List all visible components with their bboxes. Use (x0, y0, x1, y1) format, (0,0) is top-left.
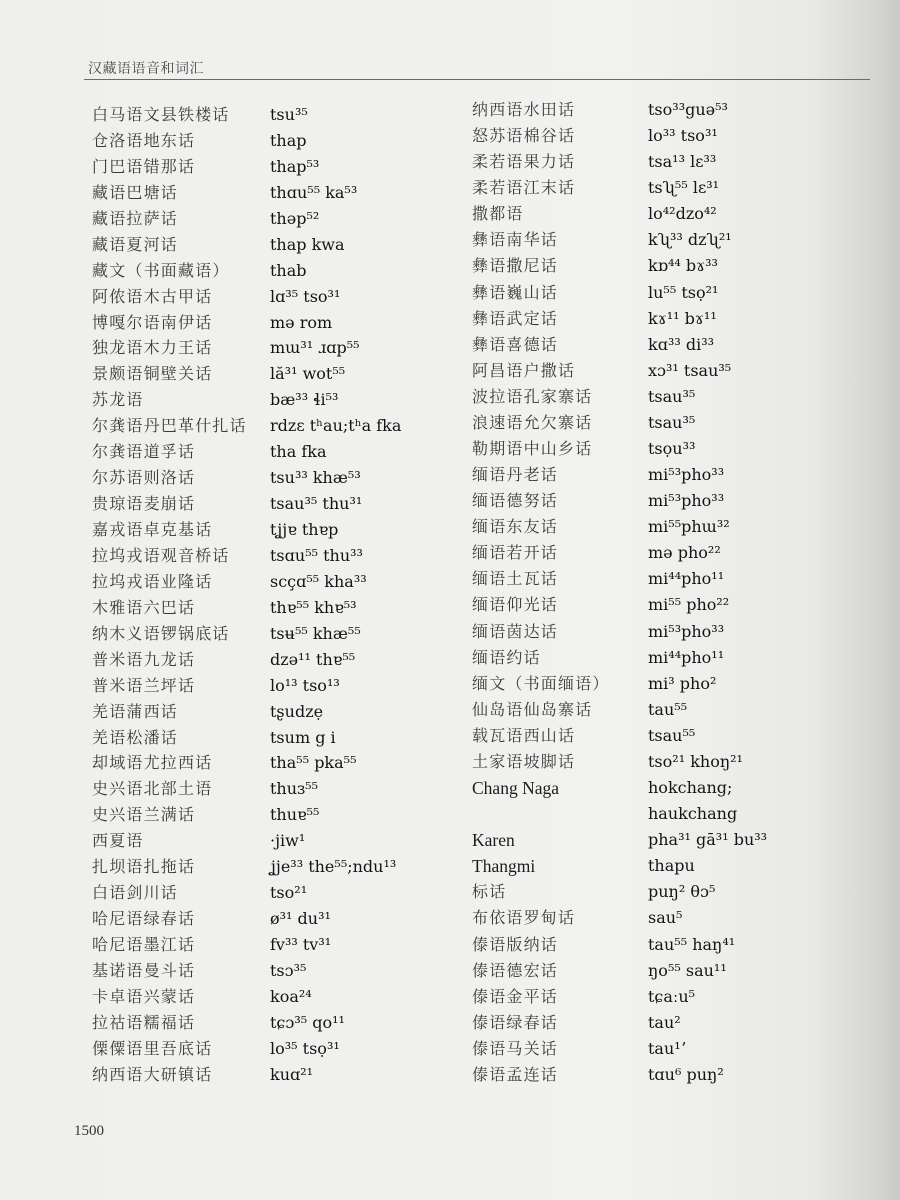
word-form: lo¹³ tso¹³ (270, 675, 340, 695)
entry-row (92, 465, 401, 491)
running-title: 汉藏语语音和词汇 (88, 61, 204, 77)
dialect-name: 白语剑川话 (92, 883, 179, 903)
dialect-name: 藏文（书面藏语） (92, 260, 230, 280)
dialect-name: 贵琼语麦崩话 (92, 494, 196, 514)
word-form-continued: haukchang (648, 804, 738, 824)
word-form: tɑu⁶ puŋ² (648, 1064, 724, 1084)
entry-row (472, 123, 767, 149)
entry-row (92, 828, 401, 854)
word-form: ·jiw¹ (270, 831, 306, 851)
entry-row (92, 413, 401, 439)
word-form: mə rom (270, 312, 333, 332)
word-form: thɐ⁵⁵ khɐ⁵³ (270, 597, 357, 617)
word-form: kʯ³³ dzʯ²¹ (648, 230, 732, 250)
word-form: mi⁵³pho³³ (648, 491, 725, 511)
dialect-name: 尔龚语道孚话 (92, 442, 196, 462)
word-form: mi⁵³pho³³ (648, 465, 725, 485)
entry-row (92, 180, 401, 206)
word-form: tsau⁵⁵ (648, 725, 696, 745)
dialect-name: 嘉戎语卓克基话 (92, 520, 213, 539)
entry-row (472, 332, 767, 358)
dialect-name: 傣语孟连话 (472, 1064, 559, 1084)
word-form: thuɜ⁵⁵ (270, 779, 319, 799)
word-form: tɕɔ³⁵ qo¹¹ (270, 1012, 345, 1032)
entry-row (472, 879, 767, 905)
word-form: thap⁵³ (270, 156, 320, 176)
word-form: thəp⁵² (270, 208, 320, 228)
word-form: tsu³³ khæ⁵³ (270, 468, 361, 488)
word-form: mi⁵⁵phɯ³² (648, 517, 730, 537)
dialect-name: 彝语武定话 (472, 308, 559, 328)
dialect-name: 缅语德努话 (472, 491, 559, 511)
word-form: lo⁴²dzo⁴² (648, 204, 717, 224)
word-form: thuɐ⁵⁵ (270, 805, 320, 825)
dialect-name: 拉坞戎语观音桥话 (92, 545, 230, 565)
dialect-name: 扎坝语扎拖话 (92, 857, 196, 877)
word-form: koa²⁴ (270, 986, 312, 1006)
entry-row (472, 97, 767, 123)
dialect-name: 彝语南华话 (472, 230, 559, 250)
dialect-name: 拉坞戎语业隆话 (92, 571, 213, 591)
dialect-name: 傈僳语里吾底话 (92, 1038, 213, 1058)
word-form: tau⁵⁵ (648, 699, 688, 719)
entry-row (92, 854, 401, 880)
word-form: sau⁵ (648, 908, 683, 928)
entry-row (92, 206, 401, 232)
entry-row (92, 1010, 401, 1036)
word-form: bæ³³ ɬi⁵³ (270, 390, 339, 410)
dialect-name: 哈尼语墨江话 (92, 935, 196, 954)
dialect-name: 纳西语水田话 (472, 100, 576, 119)
word-form: rdzɛ tʰau;tʰa fka (270, 416, 402, 436)
dialect-name: 哈尼语绿春话 (92, 909, 196, 929)
word-form: mi⁵⁵ pho²² (648, 595, 730, 615)
dialect-name: 西夏语 (92, 831, 144, 851)
entry-row (472, 932, 767, 958)
word-form: mi³ pho² (648, 673, 717, 693)
entry-row (472, 384, 767, 410)
entry-row (472, 253, 767, 279)
entry-row (472, 645, 767, 671)
entry-row (92, 958, 401, 984)
entry-row (92, 543, 401, 569)
entry-row (92, 335, 401, 361)
dialect-name: 仙岛语仙岛寨话 (472, 699, 593, 719)
dialect-name: 景颇语铜壁关话 (92, 364, 213, 384)
word-form: tsu³⁵ (270, 105, 308, 124)
dialect-name: 彝语撒尼话 (472, 256, 559, 276)
entry-row (472, 958, 767, 984)
entry-row (92, 284, 401, 310)
dialect-name: 傣语金平话 (472, 986, 559, 1006)
entry-row (472, 984, 767, 1010)
word-form: tsʯ⁵⁵ lɛ³¹ (648, 178, 720, 198)
dialect-name: 傣语马关话 (472, 1038, 559, 1058)
dialect-name: 仓洛语地东话 (92, 130, 196, 150)
entry-row (92, 517, 401, 543)
entry-row (92, 725, 401, 751)
entry-row (472, 592, 767, 618)
entry-row (92, 491, 401, 517)
dialect-name: 缅语丹老话 (472, 465, 559, 485)
entry-row (92, 439, 401, 465)
dialect-name: 傣语版纳话 (472, 934, 559, 954)
dialect-name: 卡卓语兴蒙话 (92, 986, 196, 1006)
dialect-name: 柔若语江末话 (472, 178, 576, 198)
word-form: kɑ³³ di³³ (648, 334, 715, 354)
dialect-name: 缅语约话 (472, 647, 541, 667)
entry-row (92, 361, 401, 387)
dialect-name: 缅语东友话 (472, 517, 559, 537)
dialect-name: 苏龙语 (92, 390, 144, 410)
word-form: lă³¹ wot⁵⁵ (270, 364, 346, 384)
dialect-name: 浪速语允欠寨话 (472, 412, 593, 432)
dialect-name: 彝语喜德话 (472, 334, 559, 354)
dialect-name: 独龙语木力王话 (92, 338, 213, 358)
header-rule (84, 79, 870, 80)
word-form: mi⁴⁴pho¹¹ (648, 569, 725, 589)
word-form: tsau³⁵ (648, 386, 696, 406)
entry-row (472, 827, 767, 853)
dialect-name: 缅语仰光话 (472, 595, 559, 615)
word-form: lo³³ tso³¹ (648, 126, 718, 146)
word-form: mi⁴⁴pho¹¹ (648, 647, 725, 667)
entry-row (472, 280, 767, 306)
dialect-name: 纳木义语锣锅底话 (92, 623, 230, 643)
dialect-name: 门巴语错那话 (92, 156, 196, 176)
entry-row (92, 647, 401, 673)
dialect-name: 藏语拉萨话 (92, 208, 179, 228)
dialect-name: 藏语巴塘话 (92, 182, 179, 202)
dialect-name: 白马语文县铁楼话 (92, 105, 230, 124)
dialect-name: 博嘎尔语南伊话 (92, 312, 213, 332)
entry-row (472, 201, 767, 227)
dialect-name: Chang Naga (472, 778, 559, 799)
word-form: thab (270, 260, 307, 280)
word-form: tau¹ʼ (648, 1038, 686, 1058)
dialect-name: 缅语茵达话 (472, 621, 559, 641)
dialect-name: 布依语罗甸话 (472, 908, 576, 928)
dialect-name: 木雅语六巴话 (92, 597, 196, 617)
entry-row (92, 699, 401, 725)
dialect-name: 阿侬语木古甲话 (92, 286, 213, 306)
dialect-name: 羌语蒲西话 (92, 701, 179, 721)
dialect-name: 傣语德宏话 (472, 960, 559, 980)
dialect-name: 标话 (472, 882, 507, 902)
dialect-name: 尔龚语丹巴革什扎话 (92, 416, 247, 436)
word-form: thapu (648, 856, 695, 876)
word-form: lɑ³⁵ tso³¹ (270, 286, 341, 306)
entry-row (92, 621, 401, 647)
word-form: ʝje³³ the⁵⁵;ndu¹³ (270, 857, 397, 877)
word-form: tsum g i (270, 727, 336, 747)
entry-row (472, 410, 767, 436)
dialect-name: Thangmi (472, 856, 536, 877)
word-form: mi⁵³pho³³ (648, 621, 725, 641)
dialect-name: 撒都语 (472, 204, 524, 224)
dialect-name: 彝语巍山话 (472, 282, 559, 302)
dialect-name: 波拉语孔家寨话 (472, 386, 593, 406)
entry-row (472, 540, 767, 566)
entry-row (472, 1062, 767, 1088)
word-form: thap kwa (270, 234, 345, 254)
entry-row (472, 175, 767, 201)
dialect-name: 阿昌语户撒话 (472, 360, 576, 380)
dialect-name: 普米语兰坪话 (92, 675, 196, 695)
dialect-name: 傣语绿春话 (472, 1012, 559, 1032)
dialect-name: 土家语坡脚话 (472, 751, 576, 771)
dialect-name: 基诺语曼斗话 (92, 960, 196, 980)
word-form: tsɔ³⁵ (270, 960, 307, 980)
word-form: puŋ² θɔ⁵ (648, 882, 716, 902)
dialect-name: 羌语松潘话 (92, 727, 179, 747)
word-form: tsɑu⁵⁵ thu³³ (270, 545, 363, 565)
dialect-name: 纳西语大研镇话 (92, 1064, 213, 1084)
entry-row (472, 488, 767, 514)
entry-row (92, 102, 401, 128)
entry-row (472, 566, 767, 592)
entry-row (472, 306, 767, 332)
word-form: tso²¹ (270, 883, 308, 903)
word-form: tha fka (270, 442, 327, 462)
word-form: tau⁵⁵ haŋ⁴¹ (648, 934, 736, 954)
word-form: tʝjɐ thɐp (270, 520, 339, 539)
entry-row (472, 436, 767, 462)
dialect-name: 缅文（书面缅语） (472, 673, 610, 693)
word-form: tsau³⁵ thu³¹ (270, 494, 363, 514)
dialect-name: Karen (472, 830, 515, 851)
word-form: dzə¹¹ thɐ⁵⁵ (270, 649, 356, 669)
entry-row (92, 310, 401, 336)
word-form: tso²¹ khoŋ²¹ (648, 751, 743, 771)
entry-row (92, 932, 401, 958)
word-form: tɕaːu⁵ (648, 986, 696, 1006)
word-form: tau² (648, 1012, 681, 1032)
word-form: tsọu³³ (648, 439, 696, 459)
dialect-name: 怒苏语棉谷话 (472, 126, 576, 146)
word-form: lo³⁵ tsọ³¹ (270, 1038, 340, 1058)
entry-row (472, 149, 767, 175)
word-form: thap (270, 130, 307, 150)
word-form: xɔ³¹ tsau³⁵ (648, 360, 732, 380)
left-column (92, 102, 401, 1088)
entry-row (472, 723, 767, 749)
dialect-name: 载瓦语西山话 (472, 725, 576, 745)
word-form: kuɑ²¹ (270, 1064, 314, 1084)
word-form: kɒ⁴⁴ bɤ³³ (648, 256, 718, 276)
entry-row (92, 232, 401, 258)
entry-row (472, 671, 767, 697)
dialect-name: 缅语土瓦话 (472, 569, 559, 589)
dialect-name: 缅语若开话 (472, 543, 559, 563)
entry-row (472, 697, 767, 723)
dialect-name: 史兴语北部土语 (92, 779, 213, 799)
entry-row (472, 905, 767, 931)
entry-row (92, 569, 401, 595)
word-form: pha³¹ gā³¹ bu³³ (648, 830, 768, 850)
entry-row (92, 673, 401, 699)
entry-row (92, 154, 401, 180)
entry-row (92, 802, 401, 828)
word-form: tsʉ⁵⁵ khæ⁵⁵ (270, 623, 361, 643)
dialect-name: 史兴语兰满话 (92, 805, 196, 825)
entry-row (472, 462, 767, 488)
entry-row (472, 775, 767, 827)
entry-row (92, 750, 401, 776)
word-form: scçɑ⁵⁵ kha³³ (270, 571, 367, 591)
entry-row (472, 853, 767, 879)
entry-row (472, 514, 767, 540)
word-form: ø³¹ du³¹ (270, 909, 331, 929)
word-form: ŋo⁵⁵ sau¹¹ (648, 960, 727, 980)
word-form: lu⁵⁵ tsọ²¹ (648, 282, 719, 302)
word-form: tha⁵⁵ pka⁵⁵ (270, 753, 357, 773)
dialect-name: 藏语夏河话 (92, 234, 179, 254)
dialect-name: 却域语尤拉西话 (92, 753, 213, 773)
right-column (472, 97, 767, 1088)
entry-row (472, 749, 767, 775)
entry-row (472, 1036, 767, 1062)
entry-row (92, 906, 401, 932)
entry-row (92, 1062, 401, 1088)
word-form: fv³³ tv³¹ (270, 935, 332, 954)
word-form: tso³³guə⁵³ (648, 100, 728, 119)
entry-row (92, 984, 401, 1010)
word-form: tsau³⁵ (648, 412, 696, 432)
word-form-line: hokchang; (648, 778, 733, 798)
entry-row (92, 880, 401, 906)
dialect-name: 柔若语果力话 (472, 152, 576, 172)
entry-row (472, 358, 767, 384)
dialect-name: 普米语九龙话 (92, 649, 196, 669)
word-form: kɤ¹¹ bɤ¹¹ (648, 308, 717, 328)
entry-row (92, 128, 401, 154)
dialect-name: 拉祜语糯福话 (92, 1012, 196, 1032)
entry-row (472, 1010, 767, 1036)
entry-row (472, 227, 767, 253)
word-form: thɑu⁵⁵ ka⁵³ (270, 182, 358, 202)
entry-row (92, 387, 401, 413)
word-form: mə pho²² (648, 543, 721, 563)
word-form: tsa¹³ lɛ³³ (648, 152, 717, 172)
entry-row (92, 595, 401, 621)
entry-row (92, 776, 401, 802)
entry-row (92, 258, 401, 284)
dialect-name: 尔苏语则洛话 (92, 468, 196, 488)
word-form (648, 775, 737, 827)
word-form: mɯ³¹ ɹɑp⁵⁵ (270, 338, 360, 358)
word-form: tʂudzẹ (270, 701, 324, 721)
entry-row (92, 1036, 401, 1062)
dialect-name: 勒期语中山乡话 (472, 439, 593, 459)
page-number: 1500 (74, 1123, 104, 1139)
entry-row (472, 619, 767, 645)
